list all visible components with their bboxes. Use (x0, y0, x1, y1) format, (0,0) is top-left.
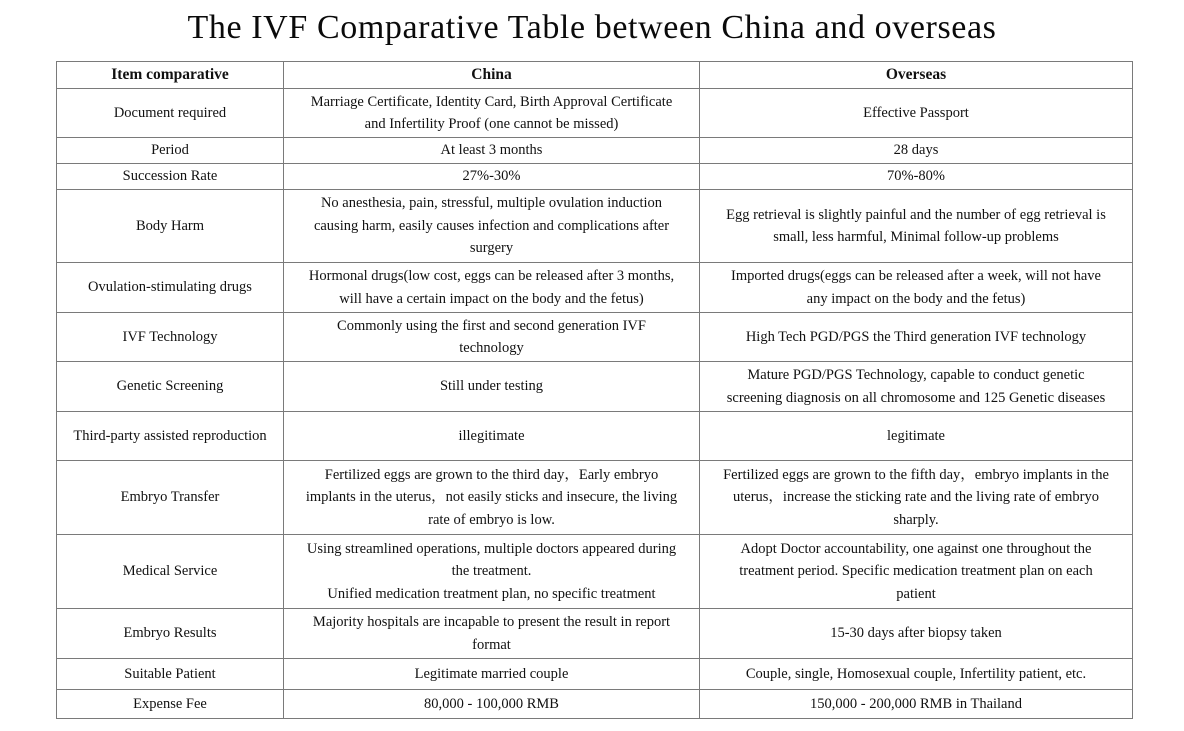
row-item: Document required (57, 89, 284, 138)
table-row (57, 461, 1133, 535)
table-row (57, 659, 1133, 690)
row-china: At least 3 months (284, 138, 700, 164)
row-item: Genetic Screening (57, 362, 284, 412)
row-overseas: 150,000 - 200,000 RMB in Thailand (700, 690, 1133, 719)
row-overseas: Adopt Doctor accountability, one against one throughout the treatment period. Specific medication treatment plan on each patient (700, 535, 1133, 609)
row-china: No anesthesia, pain, stressful, multiple ovulation induction causing harm, easily causes infection and complications after surgery (284, 190, 700, 263)
row-item: Third-party assisted reproduction (57, 412, 284, 461)
table-row (57, 164, 1133, 190)
row-china: Using streamlined operations, multiple doctors appeared during the treatment. Unified medication treatment plan, no specific treatment (284, 535, 700, 609)
table-row (57, 690, 1133, 719)
row-china: 27%-30% (284, 164, 700, 190)
row-item: Period (57, 138, 284, 164)
row-item: Succession Rate (57, 164, 284, 190)
table-row (57, 263, 1133, 313)
row-item: Embryo Transfer (57, 461, 284, 535)
row-china: 80,000 - 100,000 RMB (284, 690, 700, 719)
row-china: Majority hospitals are incapable to present the result in report format (284, 609, 700, 659)
row-item: Medical Service (57, 535, 284, 609)
table-row (57, 89, 1133, 138)
row-overseas: 15-30 days after biopsy taken (700, 609, 1133, 659)
row-china: illegitimate (284, 412, 700, 461)
row-china: Legitimate married couple (284, 659, 700, 690)
row-overseas: legitimate (700, 412, 1133, 461)
header-item: Item comparative (57, 62, 284, 89)
row-china: Marriage Certificate, Identity Card, Birth Approval Certificate and Infertility Proof (one cannot be missed) (284, 89, 700, 138)
row-overseas: Egg retrieval is slightly painful and the number of egg retrieval is small, less harmful, Minimal follow-up problems (700, 190, 1133, 263)
row-item: Body Harm (57, 190, 284, 263)
row-overseas: Couple, single, Homosexual couple, Infertility patient, etc. (700, 659, 1133, 690)
row-overseas: Mature PGD/PGS Technology, capable to conduct genetic screening diagnosis on all chromosome and 125 Genetic diseases (700, 362, 1133, 412)
row-china: Still under testing (284, 362, 700, 412)
row-china: Fertilized eggs are grown to the third day，Early embryo implants in the uterus，not easily sticks and insecure, the living rate of embryo is low. (284, 461, 700, 535)
row-item: Embryo Results (57, 609, 284, 659)
table-row (57, 190, 1133, 263)
table-header-row (57, 62, 1133, 89)
row-china: Hormonal drugs(low cost, eggs can be released after 3 months, will have a certain impact on the body and the fetus) (284, 263, 700, 313)
table-row (57, 412, 1133, 461)
row-item: IVF Technology (57, 313, 284, 362)
row-overseas: 28 days (700, 138, 1133, 164)
header-overseas: Overseas (700, 62, 1133, 89)
table-row (57, 313, 1133, 362)
row-overseas: 70%-80% (700, 164, 1133, 190)
table-row (57, 609, 1133, 659)
row-china: Commonly using the first and second generation IVF technology (284, 313, 700, 362)
comparison-table (56, 61, 1133, 719)
row-overseas: Imported drugs(eggs can be released after a week, will not have any impact on the body and the fetus) (700, 263, 1133, 313)
header-china: China (284, 62, 700, 89)
row-overseas: Effective Passport (700, 89, 1133, 138)
table-row (57, 362, 1133, 412)
row-overseas: High Tech PGD/PGS the Third generation IVF technology (700, 313, 1133, 362)
row-item: Ovulation-stimulating drugs (57, 263, 284, 313)
table-row (57, 138, 1133, 164)
row-overseas: Fertilized eggs are grown to the fifth day，embryo implants in the uterus，increase the sticking rate and the living rate of embryo sharply. (700, 461, 1133, 535)
row-item: Suitable Patient (57, 659, 284, 690)
row-item: Expense Fee (57, 690, 284, 719)
table-row (57, 535, 1133, 609)
page-title: The IVF Comparative Table between China and overseas (187, 9, 997, 46)
